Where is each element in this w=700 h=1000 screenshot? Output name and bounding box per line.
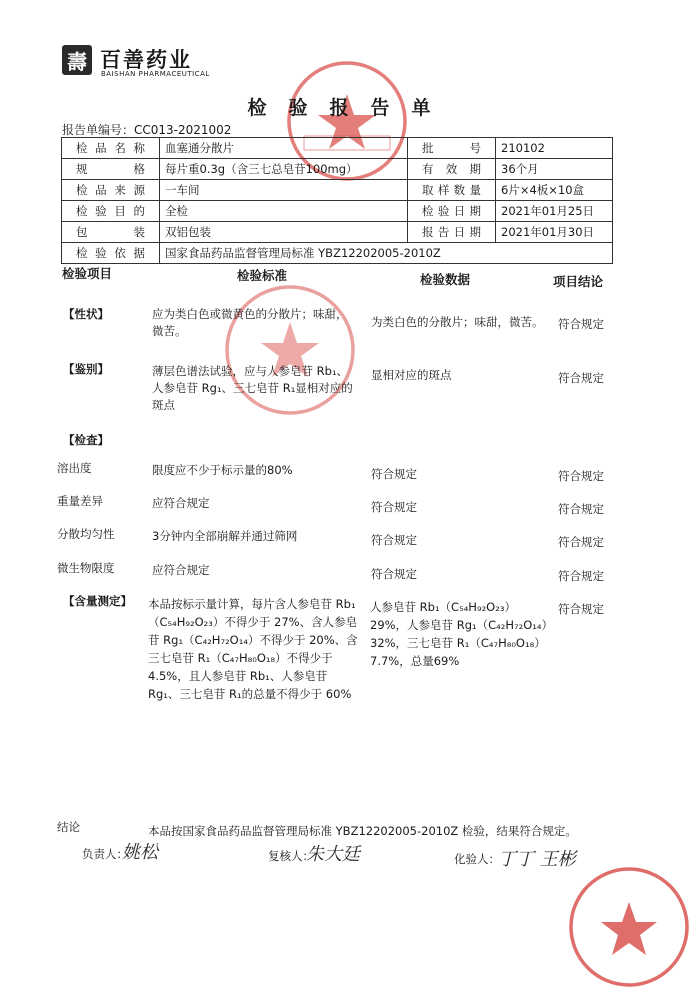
row-item: 溶出度	[57, 461, 92, 475]
row-standard: 应为类白色或微黄色的分散片；味甜，微苦。	[152, 307, 348, 338]
row-item: 分散均匀性	[57, 527, 115, 541]
col-header-conclusion: 项目结论	[553, 274, 604, 289]
spec-value: 每片重0.3g（含三七总皂苷100mg）	[160, 159, 408, 180]
row-conclusion: 符合规定	[558, 502, 604, 516]
report-number: 报告单编号：CC013-2021002	[62, 123, 232, 137]
info-row	[62, 243, 613, 264]
sample-label: 取样数量	[408, 180, 496, 201]
reviewer-label: 复核人：	[268, 849, 314, 863]
reviewer-signature: 朱大廷	[306, 844, 360, 865]
expiry-value: 36个月	[496, 159, 613, 180]
row-standard: 薄层色谱法试验，应与人参皂苷 Rb₁、人参皂苷 Rg₁、三七皂苷 R₁显相对应的斑点	[152, 364, 353, 412]
row-conclusion: 符合规定	[558, 317, 604, 331]
source-value: 一车间	[160, 180, 408, 201]
basis-label: 检验依据	[62, 243, 160, 264]
name-value: 血塞通分散片	[160, 138, 408, 159]
sample-info-table	[61, 137, 613, 264]
row-data: 符合规定	[371, 533, 417, 547]
row-conclusion: 符合规定	[558, 535, 604, 549]
batch-label: 批号	[408, 138, 496, 159]
info-row	[62, 138, 613, 159]
name-label: 检品名称	[62, 138, 160, 159]
company-logo-icon: 壽	[62, 45, 92, 75]
info-row	[62, 180, 613, 201]
purpose-value: 全检	[160, 201, 408, 222]
col-header-item: 检验项目	[62, 266, 113, 281]
row-standard: 应符合规定	[152, 563, 210, 577]
row-standard: 本品按标示量计算，每片含人参皂苷 Rb₁（C₅₄H₉₂O₂₃）不得少于 27%、含人参皂苷 Rg₁（C₄₂H₇₂O₁₄）不得少于 20%、含三七皂苷 R₁（C₄₇H₈₀O₁₈）不得少于 4.5%，且人参皂苷 Rb₁、人参皂苷 Rg₁、三七皂苷 R₁的总量不得少于 60%	[148, 597, 358, 701]
row-standard: 应符合规定	[152, 496, 210, 510]
qa-seal-stamp	[566, 864, 692, 990]
row-data: 显相对应的斑点	[371, 368, 452, 382]
purpose-label: 检验目的	[62, 201, 160, 222]
col-header-standard: 检验标准	[237, 268, 288, 283]
expiry-label: 有效期	[408, 159, 496, 180]
col-header-data: 检验数据	[420, 272, 471, 287]
test-date-value: 2021年01月25日	[496, 201, 613, 222]
row-data: 人参皂苷 Rb₁（C₅₄H₉₂O₂₃）29%，人参皂苷 Rg₁（C₄₂H₇₂O₁₄）32%，三七皂苷 R₁（C₄₇H₈₀O₁₈）7.7%，总量69%	[370, 600, 548, 668]
batch-value: 210102	[496, 138, 613, 159]
spec-label: 规格	[62, 159, 160, 180]
info-row	[62, 222, 613, 243]
basis-value: 国家食品药品监督管理局标准 YBZ12202005-2010Z	[160, 243, 613, 264]
pack-label: 包装	[62, 222, 160, 243]
document-title: 检验报告单	[247, 97, 453, 119]
section-heading-check: 【检查】	[63, 433, 109, 447]
row-item: 微生物限度	[57, 561, 115, 575]
row-conclusion: 符合规定	[558, 469, 604, 483]
row-conclusion: 符合规定	[558, 371, 604, 385]
row-conclusion: 符合规定	[558, 569, 604, 583]
row-data: 符合规定	[371, 467, 417, 481]
test-date-label: 检验日期	[408, 201, 496, 222]
conclusion-label: 结论	[57, 820, 80, 834]
row-item: 【含量测定】	[63, 594, 132, 608]
row-conclusion: 符合规定	[558, 602, 604, 616]
row-item: 【鉴别】	[63, 362, 109, 376]
row-data: 符合规定	[371, 500, 417, 514]
company-name-en: BAISHAN PHARMACEUTICAL	[101, 70, 210, 78]
responsible-label: 负责人：	[82, 847, 128, 861]
info-row	[62, 159, 613, 180]
report-date-value: 2021年01月30日	[496, 222, 613, 243]
company-name-cn: 百善药业	[100, 48, 192, 72]
responsible-signature: 姚松	[122, 842, 158, 863]
tester-label: 化验人：	[454, 852, 500, 866]
row-standard: 限度应不少于标示量的80%	[152, 463, 293, 477]
row-data: 为类白色的分散片；味甜，微苦。	[371, 315, 544, 329]
row-standard: 3分钟内全部崩解并通过筛网	[152, 529, 298, 543]
row-data: 符合规定	[371, 567, 417, 581]
conclusion-text: 本品按国家食品药品监督管理局标准 YBZ12202005-2010Z 检验，结果符合规定。	[148, 824, 577, 838]
row-item: 重量差异	[57, 494, 103, 508]
sample-value: 6片×4板×10盒	[496, 180, 613, 201]
report-date-label: 报告日期	[408, 222, 496, 243]
info-row	[62, 201, 613, 222]
pack-value: 双铝包装	[160, 222, 408, 243]
row-item: 【性状】	[63, 307, 109, 321]
tester-signature: 丁丁 王彬	[498, 849, 576, 870]
source-label: 检品来源	[62, 180, 160, 201]
